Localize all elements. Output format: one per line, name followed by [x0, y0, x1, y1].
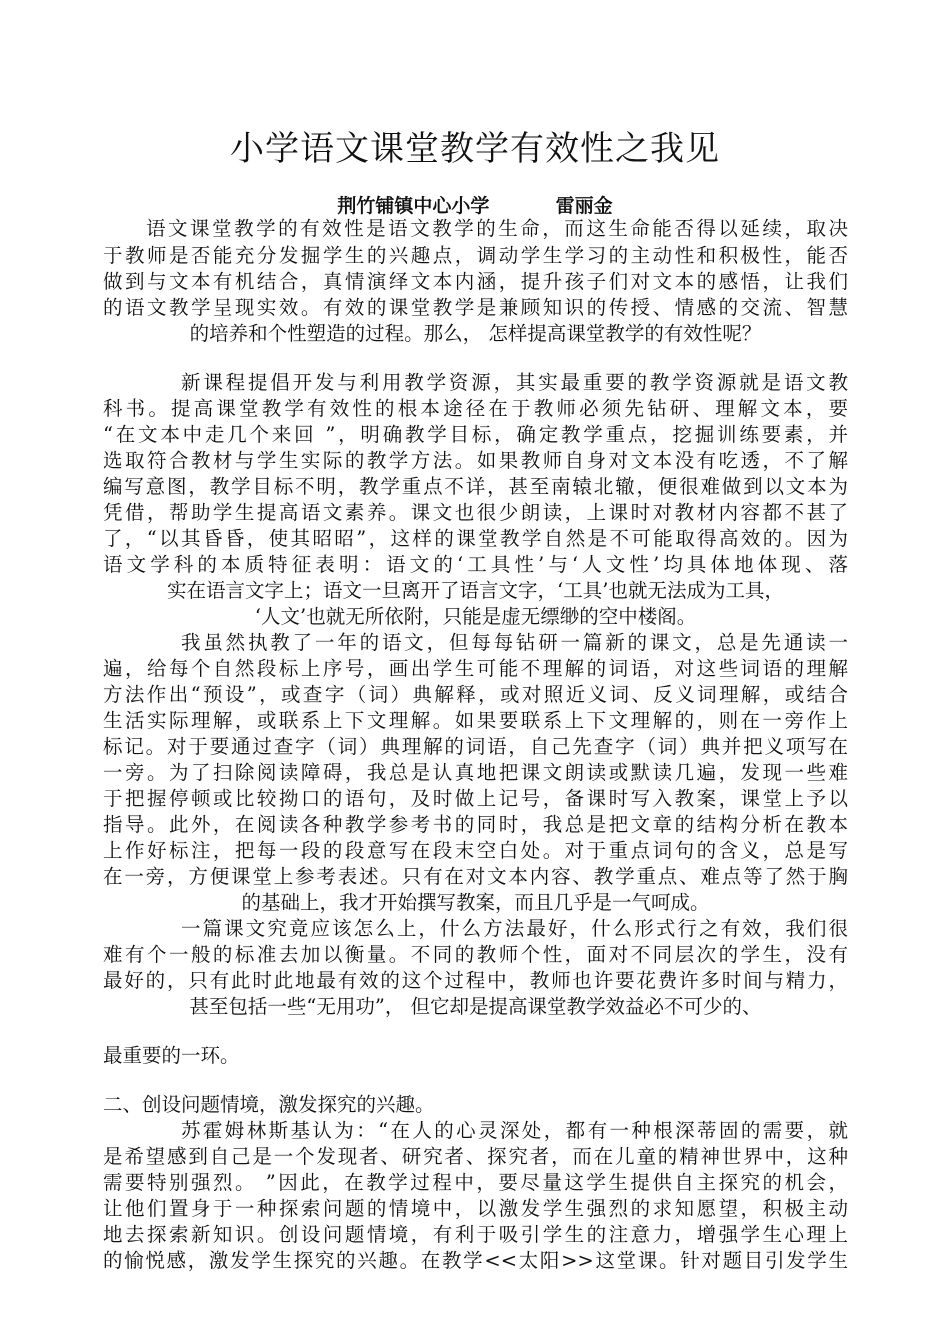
- body-line: 上作好标注，把每一段的段意写在段末空白处。对于重点词句的含义，总是写: [103, 839, 848, 862]
- body-line: 新课程提倡开发与利用教学资源，其实最重要的教学资源就是语文教: [181, 371, 848, 394]
- body-line: ‘人文’也就无所依附，只能是虚无缥缈的空中楼阁。: [254, 605, 697, 628]
- body-line: 一旁。为了扫除阅读障碍，我总是认真地把课文朗读或默读几遍，发现一些难: [103, 761, 848, 784]
- body-line: 苏霍姆林斯基认为：“在人的心灵深处，都有一种根深蒂固的需要，就: [181, 1119, 848, 1142]
- body-line: 编写意图，教学目标不明，教学重点不详，甚至南辕北辙，便很难做到以文本为: [103, 475, 848, 498]
- body-line: 的语文教学呈现实效。有效的课堂教学是兼顾知识的传授、情感的交流、智慧: [103, 296, 848, 319]
- body-line: 凭借，帮助学生提高语文素养。课文也很少朗读，上课时对教材内容都不甚了: [103, 501, 848, 524]
- body-line: 于教师是否能充分发掘学生的兴趣点，调动学生学习的主动性和积极性，能否: [103, 244, 848, 267]
- body-line: 让他们置身于一种探索问题的情境中，以激发学生强烈的求知愿望，积极主动: [103, 1197, 848, 1220]
- body-line: 在一旁，方便课堂上参考表述。只有在对文本内容、教学重点、难点等了然于胸: [103, 865, 848, 888]
- body-line: 需要特别强烈。 ”因此，在教学过程中，要尽量这学生提供自主探究的机会，: [103, 1171, 848, 1194]
- body-line: 最好的，只有此时此地最有效的这个过程中，教师也许要花费许多时间与精力，: [103, 969, 848, 992]
- author-byline: 荆竹铺镇中心小学 雷丽金: [337, 195, 613, 217]
- section-heading: 二、创设问题情境，激发探究的兴趣。: [103, 1093, 435, 1116]
- body-line: 的愉悦感，激发学生探究的兴趣。在教学<<太阳>>这堂课。针对题目引发学生: [103, 1249, 848, 1272]
- body-line: 标记。对于要通过查字（词）典理解的词语，自己先查字（词）典并把义项写在: [103, 735, 848, 758]
- body-line: 的基础上，我才开始撰写教案，而且几乎是一气呵成。: [241, 891, 710, 914]
- body-line: 是希望感到自己是一个发现者、研究者、探究者，而在儿童的精神世界中，这种: [103, 1145, 848, 1168]
- document-title: 小学语文课堂教学有效性之我见: [230, 129, 720, 169]
- body-line: 方法作出“预设”，或查字（词）典解释，或对照近义词、反义词理解，或结合: [103, 683, 848, 706]
- body-line: 最重要的一环。: [103, 1044, 240, 1067]
- body-line: 语文课堂教学的有效性是语文教学的生命，而这生命能否得以延续，取决: [146, 217, 848, 240]
- body-line: 指导。此外，在阅读各种教学参考书的同时，我总是把文章的结构分析在教本: [103, 813, 848, 836]
- body-line: 语文学科的本质特征表明：语文的‘工具性’与‘人文性’均具体地体现、落: [103, 553, 848, 576]
- body-line: 生活实际理解，或联系上下文理解。如果要联系上下文理解的，则在一旁作上: [103, 709, 848, 732]
- body-line: 遍，给每个自然段标上序号，画出学生可能不理解的词语，对这些词语的理解: [103, 657, 848, 680]
- body-line: 科书。提高课堂教学有效性的根本途径在于教师必须先钻研、理解文本，要: [103, 397, 848, 420]
- body-line: 选取符合教材与学生实际的教学方法。如果教师自身对文本没有吃透，不了解: [103, 449, 848, 472]
- body-line: “在文本中走几个来回 ”，明确教学目标，确定教学重点，挖掘训练要素，并: [103, 423, 848, 446]
- body-line: 做到与文本有机结合，真情演绎文本内涵，提升孩子们对文本的感悟，让我们: [103, 270, 848, 293]
- body-line: 甚至包括一些“无用功”， 但它却是提高课堂教学效益必不可少的、: [189, 995, 762, 1018]
- body-line: 难有个一般的标准去加以衡量。不同的教师个性，面对不同层次的学生，没有: [103, 943, 848, 966]
- body-line: 实在语言文字上；语文一旦离开了语言文字，‘工具’也就无法成为工具，: [167, 579, 784, 602]
- body-line: 了，“以其昏昏，使其昭昭”，这样的课堂教学自然是不可能取得高效的。因为: [103, 527, 848, 550]
- body-line: 地去探索新知识。创设问题情境，有利于吸引学生的注意力，增强学生心理上: [103, 1223, 848, 1246]
- body-line: 于把握停顿或比较拗口的语句，及时做上记号，备课时写入教案，课堂上予以: [103, 787, 848, 810]
- body-line: 的培养和个性塑造的过程。那么， 怎样提高课堂教学的有效性呢？: [189, 322, 762, 345]
- body-line: 我虽然执教了一年的语文，但每每钻研一篇新的课文，总是先通读一: [181, 631, 848, 654]
- body-line: 一篇课文究竟应该怎么上，什么方法最好，什么形式行之有效，我们很: [181, 917, 848, 940]
